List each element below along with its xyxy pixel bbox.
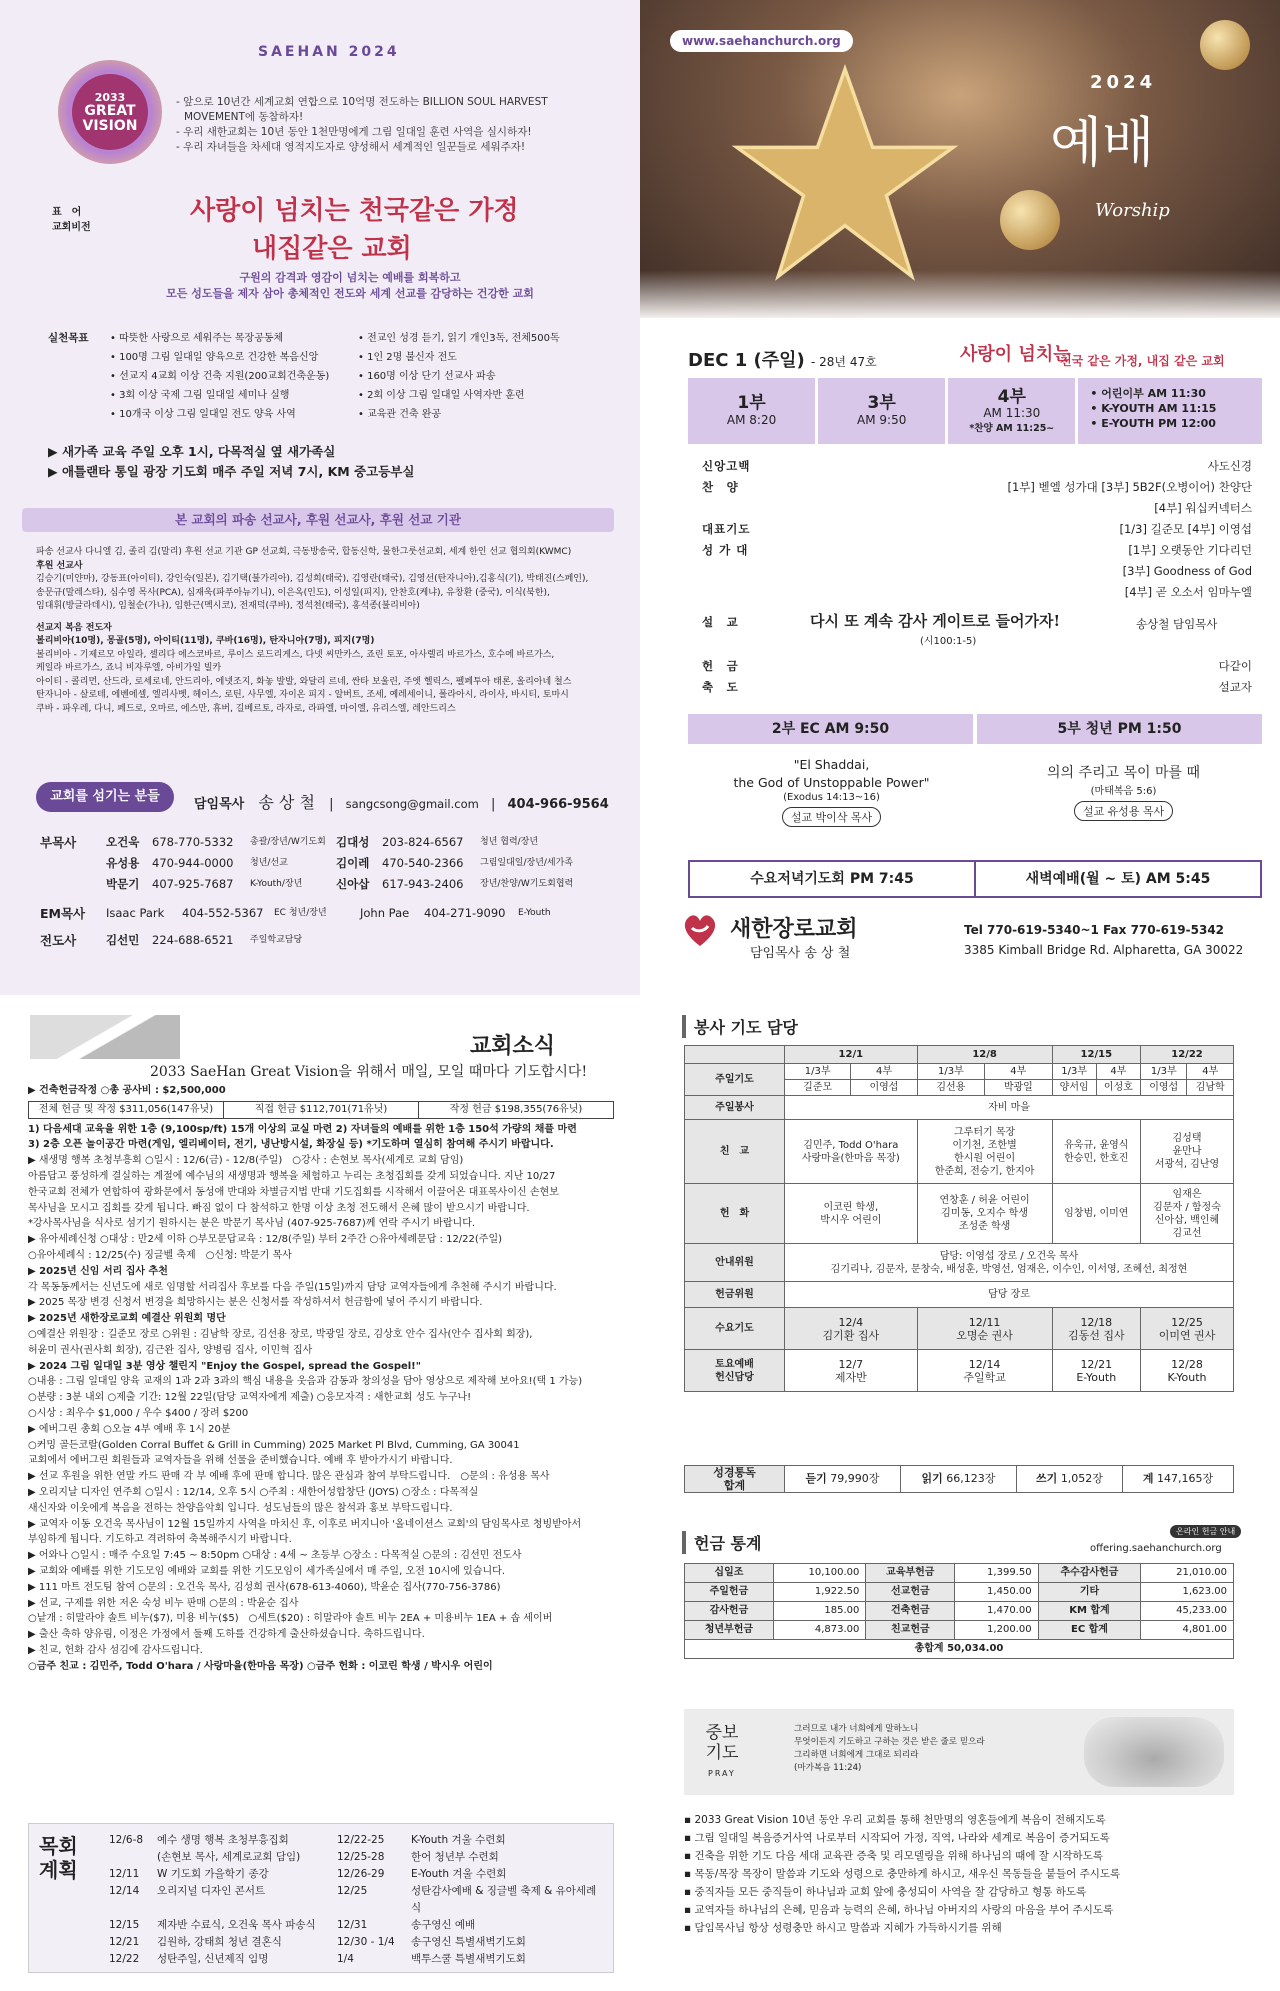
youth-services: • 어린이부 AM 11:30 • K-YOUTH AM 11:15 • E-YOUTH PM 12:00 xyxy=(1078,378,1262,444)
staff-row: 전도사 김선민 224-688-6521 주일학교담당 xyxy=(40,933,303,948)
duty-title: 봉사 기도 담당 xyxy=(682,1015,798,1038)
order-row: [4부] 워십커넥터스 xyxy=(1154,501,1252,515)
order-row: 축 도 설교자 xyxy=(702,680,1252,694)
order-row: 신앙고백 사도신경 xyxy=(702,459,1252,473)
staff-row: EM목사 Isaac Park 404-552-5367 EC 청년/장년 John Pae 404-271-9090 E-Youth xyxy=(40,906,551,921)
youth-sermon: 의의 주리고 목이 마를 때 (마태복음 5:6) 설교 유성용 목사 xyxy=(980,756,1267,821)
prayer-list: ▪ 2033 Great Vision 10년 동안 우리 교회를 통해 천만명의 영혼들에게 복음이 전해지도록 ▪ 그림 일대일 복음증거사역 나로부터 시작되어 가정, 직역, 나라와 세계로 복음이 증거되도록 ▪ 건축을 위한 기도 다음 세대 교육관 증축 및 리모델링을 위해 하나님의 때에 잘 시작하도록 ▪ 목동/목장 목장이 말씀과 기도와 성령으로 충만하게 하시고, 새우신 목동들을 붙들어 주시도록 ▪ 중직자들 모든 중직들이 하나님과 교회 앞에 충성되이 사역을 잘 감당하고 형통 하도록 ▪ 교역자들 하나님의 은혜, 믿음과 능력의 은혜, 하나님 아버지의 사랑의 마음을 부어 주시도록 ▪ 담임목사님 항상 성령충만 하시고 말씀과 지혜가 가득하시기를 위해 xyxy=(684,1814,1121,1934)
staff-pill: 교회를 섬기는 분들 xyxy=(36,782,174,812)
slogan-short: 사랑이 넘치는 xyxy=(960,344,1071,365)
church-name: 새한장로교회 xyxy=(730,917,858,942)
worship-panel xyxy=(640,0,1280,995)
service-3: 3부 AM 9:50 xyxy=(818,378,945,444)
service-times xyxy=(688,378,1262,444)
pastor-line: 담임목사 송 상 철 | sangcsong@gmail.com | 404-966-9564 xyxy=(194,793,609,812)
pastor-email[interactable]: sangcsong@gmail.com xyxy=(345,797,479,811)
news-title: 교회소식 xyxy=(470,1034,556,1059)
offering-table: 십일조 10,100.00 교육부헌금 1,399.50 추수감사헌금 21,010.00 주일헌금 1,922.50 선교헌금 1,450.00 기타 1,623.00 감사헌금 185.00 건축헌금 1,470.00 KM 합계 45,233.00 청년부헌금 4,873.00 친교헌금 1,200.00 EC 합계 4,801.00 총합계 50,034.00 xyxy=(684,1563,1234,1659)
ec-youth-bar: 2부 EC AM 9:50 5부 청년 PM 1:50 xyxy=(688,714,1262,744)
duty-table: 12/1 12/8 12/15 12/22 주일기도 1/3부 4부 1/3부 4부 1/3부 4부 1/3부 4부 길준모 이영섭 김선용 박광일 양서임 이성호 이영섭 김남학 주일봉사 자비 마을 친 교 김민주, Todd O'hara 사랑마을(한마음 목장) 그루터기 목장 이기천, 조한별 한시원 어린이 한준희, 전승기, 한지아 유욱규, 윤영식 한승민, 한호진 김성택 윤만나 서광석, 김난영 헌 화 이코린 학생, 박시우 어린이 연창훈 / 허윤 어린이 김미동, 오지수 학생 조성준 학생 임창범, 이미연 임재은 김문자 / 함정숙 신아삽, 백인혜 김교선 안내위원 담당: 이영섭 장로 / 오건욱 목사 김기리나, 김문자, 문창숙, 배성훈, 박영선, 엄재은, 이수인, 이서영, 조혜선, 최정현 헌금위원 담당 장로 수요기도 12/4 김기환 집사 12/11 오명순 권사 12/18 김동선 집사 12/25 이미연 권사 토요예배 헌신담당 12/7 제자반 12/14 주일학교 12/21 E-Youth 12/28 K-Youth xyxy=(684,1045,1234,1392)
news-decor xyxy=(30,1015,180,1059)
church-pastor: 담임목사 송 상 철 xyxy=(750,946,851,961)
offering-title: 헌금 통계 xyxy=(682,1531,761,1554)
schedule-grid: 12/6-8 예수 생명 행복 초청부흥집회 12/22-25 K-Youth 겨울 수련회 (손현보 목사, 세계로교회 담임) 12/25-28 한어 청년부 수련회 12/11 W 기도회 가을학기 종강 12/26-29 E-Youth 겨울 수련회 12/14 오리지널 디자인 콘서트 12/25 성탄감사예배 & 징글벨 축제 & 유아세례식 12/15 제자반 수료식, 오건욱 목사 파송식 12/31 송구영신 예배 12/21 김원하, 강태희 청년 결혼식 12/30 - 1/4 송구영신 특별새벽기도회 12/22 성탄주일, 신년제직 임명 1/4 백투스쿨 특별새벽기도회 xyxy=(109,1834,597,1965)
missionary-list: 파송 선교사 다니엘 김, 졸리 김(말리) 후원 선교 기관 GP 선교회, 극동방송국, 합동신학, 물한그룻선교회, 세계 한인 선교 협의회(KWMC) 후원 선교사 김승기(미얀마), 강동표(아이티), 강인숙(일본), 김기택(불가리아), 김성희(태국), 김영란(태국), 김영선(탄자니아),김홍식(기), 박태진(스페인), 송문규(말레스타), 심수영 목사(PCA), 심재욱(파푸아뉴기니), 이은옥(인도), 이성일(피지), 안찬호(케냐), 유창환 (중국), 이식(북한), 임대휘(방글라데시), 임철순(가나), 임한근(멕시코), 전재덕(쿠바), 정석천(태국), 홍석종(불리비아) 선교지 복음 전도자 볼리비아(10명), 몽골(5명), 아이티(11명), 쿠바(16명), 탄자니아(7명), 피지(7명) 볼리비아 - 기제르모 아일라, 셀리다 에스코바르, 루이스 로드리게스, 다넷 씨만카스, 죠린 토포, 아사렐리 바르가스, 호수에 바르가스, 케일라 바르가스, 죠니 비자루엘, 아비가일 빌카 아이티 - 콜리먼, 산드라, 로세로네, 안드리아, 에넷조지, 화놓 발발, 와달리 르네, 싼타 보울린, 주엣 헬릭스, 펠페투아 태론, 올리아네 철스 탄자니아 - 살로테, 에벤에셀, 엘리사벳, 헤이스, 로틴, 사무엘, 자이온 피지 - 알버트, 조세, 예레세이니, 폴라아시, 라이사, 바시티, 토마시 쿠바 - 파우레, 다니, 페드로, 오마르, 에스만, 휴버, 길베르토, 라자로, 라파엘, 마이엘, 유리스엘, 레안드리스 xyxy=(36,547,589,714)
service-date: DEC 1 (주일) - 28년 47호 xyxy=(688,350,877,371)
motto-labels: 표 어 교회비전 xyxy=(52,207,91,233)
worship-word: Worship xyxy=(1095,200,1170,221)
star-ornament-icon xyxy=(730,60,960,290)
weekday-services: 수요저녁기도회 PM 7:45 새벽예배(월 ~ 토) AM 5:45 xyxy=(688,860,1262,898)
schedule-heading: 목회 계획 xyxy=(39,1834,78,1882)
service-4: 4부 AM 11:30 *찬양 AM 11:25~ xyxy=(948,378,1075,444)
slogan-line-2: 내집같은 교회 xyxy=(252,234,412,264)
worship-title: 예배 xyxy=(1050,111,1155,174)
prayer-verse: 그러므로 내가 너희에게 말하노니 무엇이든지 기도하고 구하는 것은 받은 줄로 믿으라 그리하면 너희에게 그대로 되리라 (마가복음 11:24) xyxy=(794,1724,985,1773)
notices: ▶ 새가족 교육 주일 오후 1시, 다목적실 옆 새가족실 ▶ 애틀랜타 통일 광장 기도회 매주 주일 저녁 7시, KM 중고등부실 xyxy=(48,444,415,479)
order-row: 대표기도 [1/3] 길준모 [4부] 이영섭 xyxy=(702,522,1252,536)
church-vision: 구원의 감격과 영감이 넘치는 예배를 회복하고 모든 성도들을 제자 삼아 총체적인 전도와 세계 선교를 감당하는 건강한 교회 xyxy=(166,271,534,300)
staff-row: 부목사 오건욱 678-770-5332 총괄/장년/W기도회 김대성 203-824-6567 청년 협력/장년 xyxy=(40,835,539,850)
staff-row: 유성용 470-944-0000 청년/선교 김이레 470-540-2366 그림일대일/장년/세가족 xyxy=(106,856,574,870)
building-fund-table: 전체 헌금 및 작정 $311,056(147유닛) 직접 헌금 $112,701(71유닛) 작정 헌금 $198,355(76유닛) xyxy=(28,1101,614,1119)
online-offering-link[interactable]: offering.saehanchurch.org xyxy=(1090,1543,1222,1554)
sermon-preacher: 송상철 담임목사 xyxy=(1136,617,1218,631)
website-link[interactable]: www.saehanchurch.org xyxy=(670,30,853,52)
church-logo-icon xyxy=(680,910,720,950)
vision-panel xyxy=(0,0,640,995)
order-row: [3부] Goodness of God xyxy=(1122,564,1252,578)
bauble-icon xyxy=(1000,190,1060,250)
news-body: ▶ 건축헌금작정 ○총 공사비 : $2,500,000 전체 헌금 및 작정 $311,056(147유닛) 직접 헌금 $112,701(71유닛) 작정 헌금 $198,355(76유닛) 1) 다음세대 교육을 위한 1층 (9,100sp/ft) 15개 이상의 교실 마련 2) 자녀들의 예배를 위한 1층 150석 가량의 채플 마련 3) 2층 오픈 놀이공간 마련(게임, 엘리베이터, 전기, 냉난방시설, 화장실 등) *기도하며 열심히 참여해 주시기 바랍니다. ▶ 새생명 행복 초청부흥회 ○일시 : 12/6(금) - 12/8(주일) ○강사 : 손현보 목사(세계로 교회 담임) 아름답고 풍성하게 결실하는 계절에 예수님의 새생명과 행복을 체험하고 누리는 초청집회를 갖게 되었습니다. 지난 10/27 한국교회 전체가 연합하여 광화문에서 동성애 반대와 차별금지법 반대 기도집회를 시작해서 이끌어온 대표목사이신 손현보 목사님을 모시고 집회를 갖게 됩니다. 빠짐 없이 다 참석하고 한명 이상 초청 전도해서 은혜 많이 받으시기 바랍니다. *강사목사님을 식사로 섬기기 원하시는 분은 박문기 목사님 (407-925-7687)께 연락 주시기 바랍니다. ▶ 유아세례신청 ○대상 : 만2세 이하 ○부모문답교육 : 12/8(주일) 부터 2주간 ○유아세례문답 : 12/22(주일) ○유아세례식 : 12/25(수) 징글벨 축제 ○신청: 박문기 목사 ▶ 2025년 신임 서리 집사 추천 각 목동동께서는 신년도에 새로 임명할 서리집사 후보를 다음 주일(15일)까지 담당 교역자들에게 추천해 주시기 바랍니다. ▶ 2025 목장 변경 신청서 변경을 희망하시는 분은 신청서를 작성하셔서 헌금함에 넣어 주시기 바랍니다. ▶ 2025년 새한장로교회 예결산 위원회 명단 ○예결산 위원장 : 길준모 장로 ○위원 : 김남학 장로, 김선용 장로, 박광일 장로, 김상호 안수 집사(안수 집사회 회장), 허윤미 권사(권사회 회장), 김근완 집사, 양병림 집사, 이민혁 집사 ▶ 2024 그림 일대일 3분 영상 챌린지 "Enjoy the Gospel, spread the Gospel!" ○내용 : 그림 일대일 양육 교재의 1과 2과 3과의 핵심 내용을 웃음과 감동과 창의성을 담아 영상으로 제작해 보아요!(택 1 가능) ○분량 : 3분 내외 ○제출 기간: 12월 22일(담당 교역자에게 제출) ○응모자격 : 새한교회 성도 누구나! ○시상 : 최우수 $1,000 / 우수 $400 / 장려 $200 ▶ 에버그린 총회 ○오늘 4부 예배 후 1시 20분 ○커밍 골든코랄(Golden Corral Buffet & Grill in Cumming) 2025 Market Pl Blvd, Cumming, GA 30041 교회에서 에버그린 회원들과 교역자들을 위해 선물을 준비했습니다. 예배 후 받아가시기 바랍니다. ▶ 선교 후원을 위한 연말 카드 판매 각 부 예배 후에 판매 합니다. 많은 관심과 참여 부탁드립니다. ○문의 : 유성용 목사 ▶ 오리지날 디자인 연주회 ○일시 : 12/14, 오후 5시 ○주최 : 새한어성합창단 (JOYS) ○장소 : 다목적실 새신자와 이웃에게 복음을 전하는 찬양음악회 입니다. 성도님들의 많은 참석과 홍보 부탁드립니다. ▶ 교역자 이동 오건욱 목사님이 12월 15일까지 사역을 마치신 후, 이후로 버지니아 '올네이션스 교회'의 담임목사로 청빙받아서 부임하게 됩니다. 기도하고 격려하여 축복해주시기 바랍니다. ▶ 어와나 ○일시 : 매주 수요일 7:45 ~ 8:50pm ○대상 : 4세 ~ 초등부 ○장소 : 다목적실 ○문의 : 김선민 전도사 ▶ 교회와 예배를 위한 기도모임 예배와 교회를 위한 기도모임이 세가족실에서 매 주일, 오전 10시에 있습니다. ▶ 111 마트 전도팀 참여 ○문의 : 오건욱 목사, 김성희 권사(678-613-4060), 박윤순 집사(770-756-3786) ▶ 선교, 구제를 위한 저온 숙성 비누 판매 ○문의 : 박윤순 집사 ○낱개 : 히말라야 솔트 비누($7), 미용 비누($5) ○세트($20) : 히말라야 솔트 비누 2EA + 미용비누 1EA + 솝 세이버 ▶ 출산 축하 양유림, 이정은 가정에서 둘째 도하를 건강하게 출산하셨습니다. 축하드립니다. ▶ 친교, 헌화 감사 섬김에 감사드립니다. ○금주 친교 : 김민주, Todd O'hara / 사랑마을(한마음 목장) ○금주 헌화 : 이코린 학생 / 박시우 어린이 xyxy=(28,1083,614,1674)
online-offering-badge: 온라인 헌금 안내 xyxy=(1170,1525,1241,1538)
closing-order xyxy=(702,656,1252,698)
prayer-en: PRAY xyxy=(708,1769,736,1778)
sermon-ref: (시100:1-5) xyxy=(920,636,977,647)
pastoral-schedule xyxy=(28,1823,614,1973)
prayer-heading: 중보 기도 xyxy=(705,1723,739,1763)
sermon-label: 설 교 xyxy=(702,615,739,629)
order-row: 헌 금 다같이 xyxy=(702,659,1252,673)
sermon-title: 다시 또 계속 감사 게이트로 들어가자! xyxy=(810,612,1061,630)
church-contact: Tel 770-619-5340~1 Fax 770-619-5342 3385 Kimball Bridge Rd. Alpharetta, GA 30022 xyxy=(964,923,1244,957)
goals-heading: 실천목표 xyxy=(48,332,89,344)
staff-list xyxy=(40,832,620,951)
order-row: [4부] 곧 오소서 임마누엘 xyxy=(1124,585,1252,599)
saehan-year: SAEHAN 2024 xyxy=(258,44,400,60)
great-vision-badge: 2033 GREAT VISION xyxy=(58,60,162,164)
news-subtitle: 2033 SaeHan Great Vision을 위해서 매일, 모일 때마다 기도합시다! xyxy=(150,1064,588,1080)
bible-reading-total: 성경통독 합계 듣기 79,990장 읽기 66,123장 쓰기 1,052장 계 147,165장 xyxy=(684,1465,1234,1493)
praying-hands-icon xyxy=(1084,1717,1224,1787)
staff-row: 박문기 407-925-7687 K-Youth/장년 신아삽 617-943-2406 장년/찬양/W기도회협력 xyxy=(106,877,574,891)
intercession-box xyxy=(684,1709,1234,1795)
vision-lines: - 앞으로 10년간 세계교회 연합으로 10억명 전도하는 BILLION SOUL HARVEST MOVEMENT에 동참하자! - 우리 새한교회는 10년 동안 1천만명에게 그림 일대일 훈련 사역을 실시하자! - 우리 자녀들을 차세대 영적지도자로 양성해서 세계적인 일꾼들로 세워주자! xyxy=(176,96,548,153)
service-1: 1부 AM 8:20 xyxy=(688,378,815,444)
missionary-bar: 본 교회의 파송 선교사, 후원 선교사, 후원 선교 기관 xyxy=(22,508,614,532)
order-row: 성 가 대 [1부] 오랫동안 기다리던 xyxy=(702,543,1252,557)
slogan-line-1: 사랑이 넘치는 천국같은 가정 xyxy=(190,196,519,226)
goals-list: • 따뜻한 사랑으로 세워주는 목장공동체 • 전교인 성경 듣기, 읽기 개인3독, 전체500독 • 100명 그림 일대일 양육으로 건강한 복음신앙 • 1인 2명 불신자 전도 • 선교지 4교회 이상 건축 지원(200교회건축운동) • 160명 이상 단기 선교사 파송 • 3회 이상 국제 그림 일대일 세미나 실행 • 2회 이상 그림 일대일 사역자반 훈련 • 10개국 이상 그림 일대일 전도 양육 사역 • 교육관 건축 완공 xyxy=(110,333,560,420)
bauble-icon xyxy=(1200,20,1250,70)
news-panel xyxy=(0,995,640,1991)
order-of-worship xyxy=(702,456,1252,603)
ec-sermon: "El Shaddai, the God of Unstoppable Power" (Exodus 14:13~16) 설교 박이삭 목사 xyxy=(688,756,975,827)
snow xyxy=(640,270,1280,318)
duty-panel xyxy=(640,995,1280,1991)
slogan-sub: 천국 같은 가정, 내집 같은 교회 xyxy=(1060,354,1225,368)
order-row: 찬 양 [1부] 벧엘 성가대 [3부] 5B2F(오병이어) 찬양단 xyxy=(702,480,1252,494)
worship-year: 2024 xyxy=(1090,72,1157,93)
